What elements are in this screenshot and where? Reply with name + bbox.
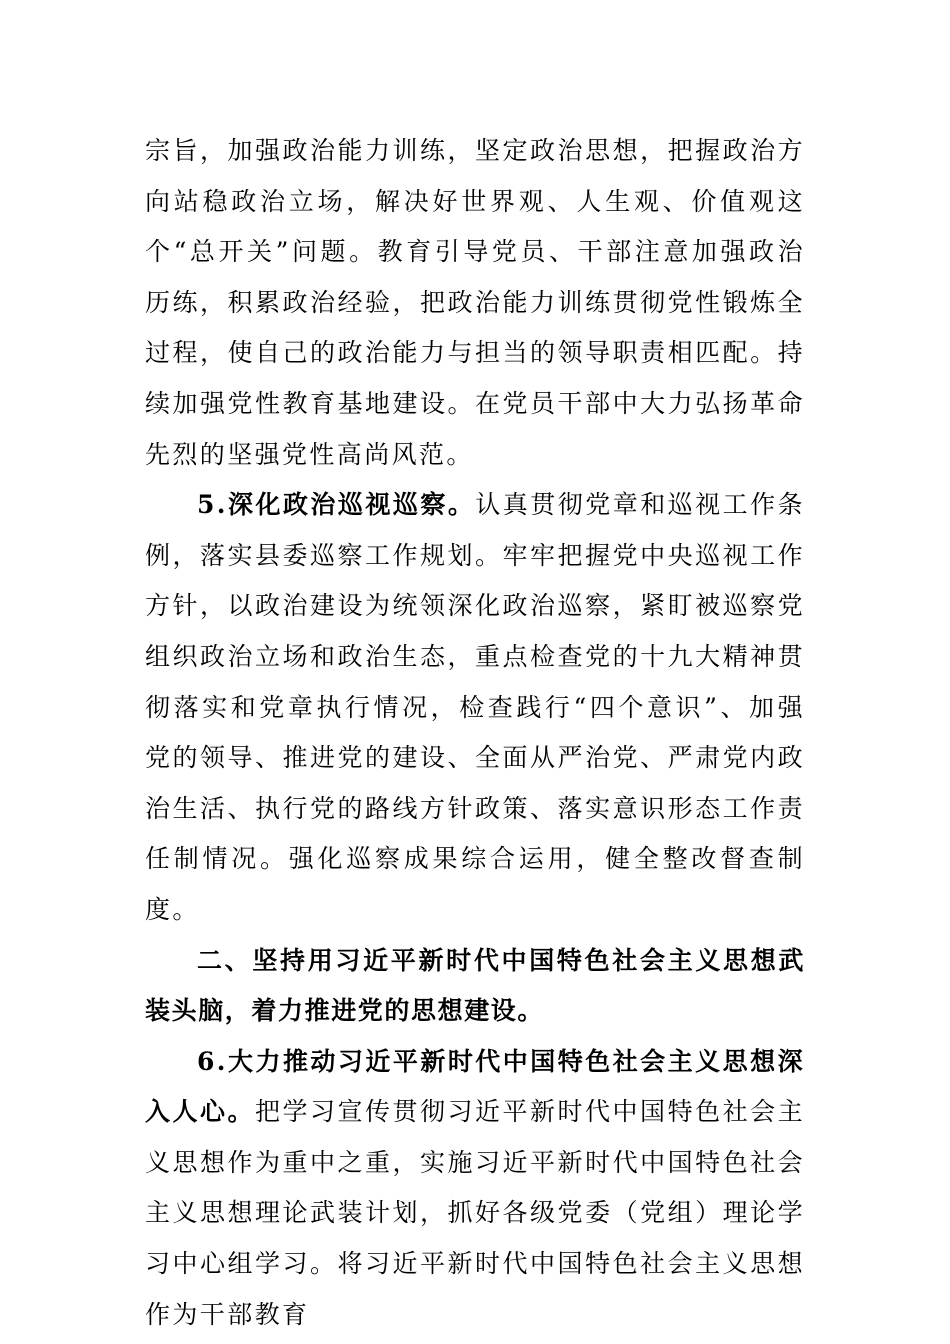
document-body xyxy=(145,126,805,1340)
section-heading-2 xyxy=(145,936,805,1037)
paragraph-political-ability xyxy=(145,126,805,480)
heading-text: 二、坚持用习近平新时代中国特色社会主义思想武装头脑，着力推进党的思想建设。 xyxy=(145,945,805,1026)
section-lead-6: 6.大力推动习近平新时代中国特色社会主义思想深入人心。 xyxy=(145,1046,805,1127)
paragraph-inspection xyxy=(145,480,805,935)
paragraph-text: 认真贯彻党章和巡视工作条例，落实县委巡察工作规划。牢牢把握党中央巡视工作方针，以政治建设为统领深化政治巡察，紧盯被巡察党组织政治立场和政治生态，重点检查党的十九大精神贯彻落实和党章执行情况，检查践行“四个意识”、加强党的领导、推进党的建设、全面从严治党、严肃党内政治生活、执行党的路线方针政策、落实意识形态工作责任制情况。强化巡察成果综合运用，健全整改督查制度。 xyxy=(145,490,805,924)
paragraph-text: 宗旨，加强政治能力训练，坚定政治思想，把握政治方向站稳政治立场，解决好世界观、人生观、价值观这个“总开关”问题。教育引导党员、干部注意加强政治历练，积累政治经验，把政治能力训练贯彻党性锻炼全过程，使自己的政治能力与担当的领导职责相匹配。持续加强党性教育基地建设。在党员干部中大力弘扬革命先烈的坚强党性高尚风范。 xyxy=(145,136,805,469)
paragraph-theory xyxy=(145,1037,805,1341)
paragraph-text: 把学习宣传贯彻习近平新时代中国特色社会主义思想作为重中之重，实施习近平新时代中国特色社会主义思想理论武装计划，抓好各级党委（党组）理论学习中心组学习。将习近平新时代中国特色社会主义思想作为干部教育 xyxy=(145,1097,805,1329)
section-lead-5: 5.深化政治巡视巡察。 xyxy=(197,490,476,520)
